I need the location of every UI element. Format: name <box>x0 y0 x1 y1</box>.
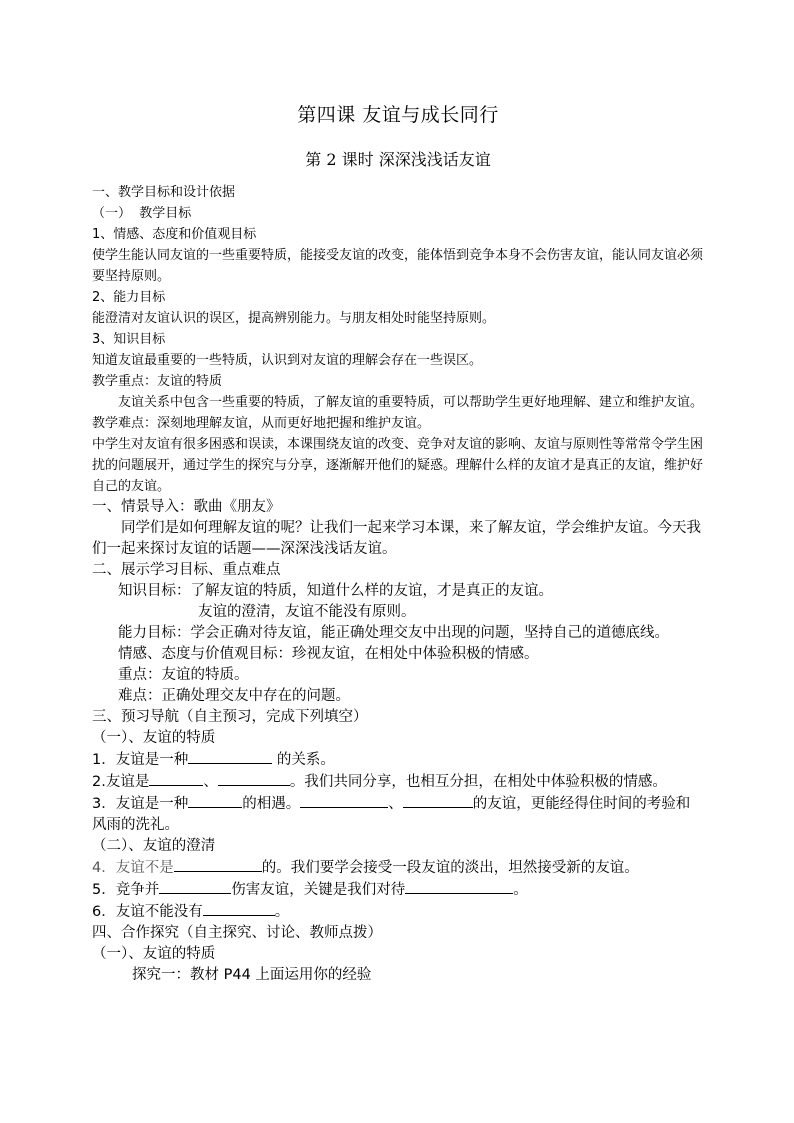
knowledge-goal-cont: 友谊的澄清，友谊不能没有原则。 <box>198 604 416 620</box>
fill-blank[interactable] <box>403 793 473 808</box>
section-heading: 一、教学目标和设计依据 <box>92 185 236 200</box>
fill-blank[interactable] <box>188 749 272 764</box>
section-heading: 四、合作探究（自主探究、讨论、教师点拨） <box>92 925 382 941</box>
goal-text: 使学生能认同友谊的一些重要特质，能接受友谊的改变，能体悟到竞争本身不会伤害友谊，能认同友谊必须要坚持原则。 <box>92 248 704 284</box>
fill-question-6: 6．友谊不能没有 。 <box>92 901 704 923</box>
key-point-2: 重点：友谊的特质。 <box>118 667 249 683</box>
subsection-heading: （一）、友谊的特质 <box>92 730 216 746</box>
analysis-paragraph: 中学生对友谊有很多困惑和误读，本课围绕友谊的改变、竞争对友谊的影响、友谊与原则性等常常令学生困扰的问题展开，通过学生的探究与分享，逐渐解开他们的疑惑。理解什么样的友谊才是真正的友谊，维护好自己的友谊。 <box>92 437 704 494</box>
ability-goal: 能力目标：学会正确对待友谊，能正确处理交友中出现的问题，坚持自己的道德底线。 <box>118 625 669 641</box>
fill-blank[interactable] <box>149 771 203 786</box>
fill-question-4: 4．友谊不是 的。我们要学会接受一段友谊的淡出，坦然接受新的友谊。 <box>92 857 704 879</box>
goal-text: 能澄清对友谊认识的误区，提高辨别能力。与朋友相处时能坚持原则。 <box>92 311 496 326</box>
key-point-text: 友谊关系中包含一些重要的特质，了解友谊的重要特质，可以帮助学生更好地理解、建立和维护友谊。 <box>118 395 704 410</box>
fill-blank[interactable] <box>300 793 388 808</box>
fill-question-1: 1．友谊是一种 的关系。 <box>92 749 704 771</box>
goal-heading: 1、情感、态度和价值观目标 <box>92 227 257 242</box>
page-title: 第四课 友谊与成长同行 <box>297 104 499 126</box>
page-subtitle: 第 2 课时 深深浅浅话友谊 <box>305 150 491 169</box>
fill-question-2: 2.友谊是 、 。我们共同分享，也相互分担，在相处中体验积极的情感。 <box>92 771 704 793</box>
explore-item: 探究一：教材 P44 上面运用你的经验 <box>132 967 372 983</box>
emotion-goal: 情感、态度与价值观目标：珍视友谊，在相处中体验积极的情感。 <box>118 646 539 662</box>
subsection-heading: （一）、友谊的特质 <box>92 946 216 962</box>
section-heading: 二、展示学习目标、重点难点 <box>92 562 281 578</box>
knowledge-goal: 知识目标：了解友谊的特质，知道什么样的友谊，才是真正的友谊。 <box>118 583 553 599</box>
fill-question-5: 5．竞争并 伤害友谊，关键是我们对待 。 <box>92 879 704 901</box>
subsection-heading: （二）、友谊的澄清 <box>92 838 216 854</box>
key-point: 教学重点：友谊的特质 <box>92 374 223 389</box>
goal-heading: 3、知识目标 <box>92 332 166 347</box>
section-heading: 三、预习导航（自主预习，完成下列填空） <box>92 709 368 725</box>
document-page <box>92 102 704 986</box>
subsection-heading: （一） 教学目标 <box>92 206 192 221</box>
fill-blank[interactable] <box>174 857 262 872</box>
fill-blank[interactable] <box>405 879 513 894</box>
section-heading: 一、情景导入：歌曲《朋友》 <box>92 499 281 515</box>
difficulty: 教学难点：深刻地理解友谊，从而更好地把握和维护友谊。 <box>92 416 431 431</box>
fill-question-3: 3．友谊是一种 的相遇。 、 的友谊，更能经得住时间的考验和风雨的洗礼。 <box>92 793 704 836</box>
goal-heading: 2、能力目标 <box>92 290 166 305</box>
fill-blank[interactable] <box>159 879 231 894</box>
intro-paragraph: 同学们是如何理解友谊的呢？让我们一起来学习本课，来了解友谊，学会维护友谊。今天我们一起来探讨友谊的话题——深深浅浅话友谊。 <box>92 520 701 557</box>
fill-blank[interactable] <box>188 793 242 808</box>
fill-blank[interactable] <box>218 771 290 786</box>
goal-text: 知道友谊最重要的一些特质，认识到对友谊的理解会存在一些误区。 <box>92 353 483 368</box>
difficulty-2: 难点：正确处理交友中存在的问题。 <box>118 688 350 704</box>
fill-blank[interactable] <box>203 901 275 916</box>
